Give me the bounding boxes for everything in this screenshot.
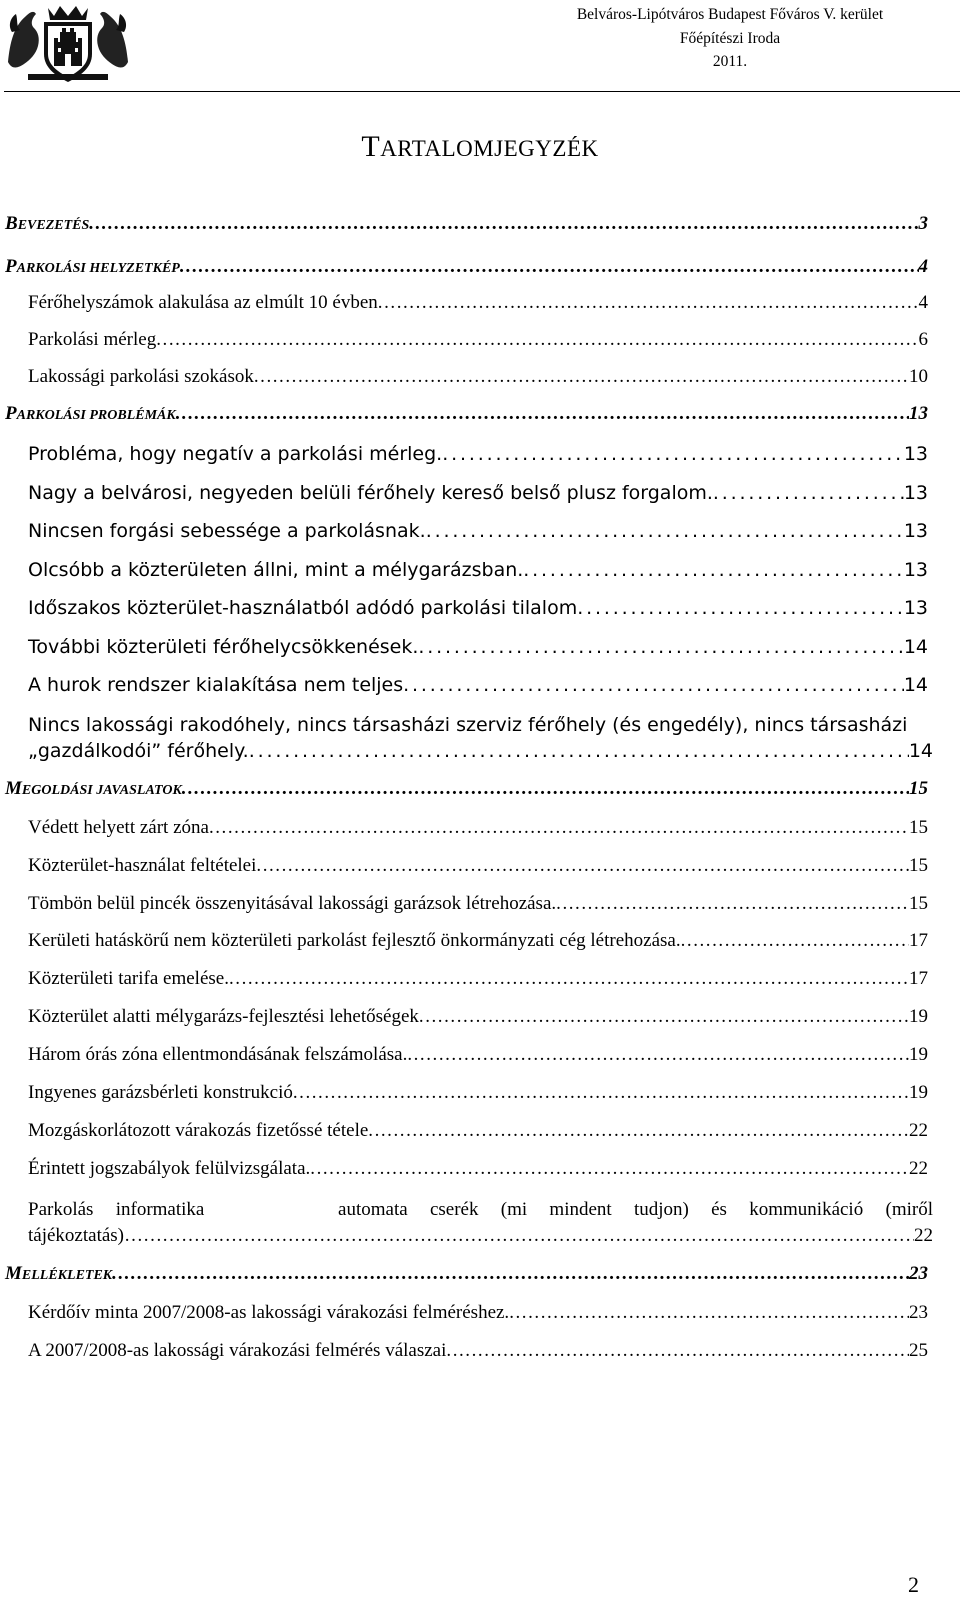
toc-entry-label: Három órás zóna ellentmondásának felszámolása. bbox=[28, 1044, 408, 1065]
toc-entry-label: A 2007/2008-as lakossági várakozási felmérés válaszai bbox=[28, 1340, 447, 1361]
toc-entry[interactable] bbox=[28, 1006, 928, 1028]
toc-entry-wrapped-2[interactable] bbox=[28, 1197, 933, 1249]
toc-leader-dots bbox=[418, 636, 903, 658]
toc-page-number: 22 bbox=[914, 1225, 933, 1246]
toc-entry[interactable] bbox=[28, 817, 928, 839]
toc-leader-dots bbox=[426, 520, 904, 542]
toc-page-number: 13 bbox=[903, 443, 928, 465]
header-line-2: Főépítészi Iroda bbox=[679, 29, 781, 47]
toc-entry-label: Mozgáskorlátozott várakozás fizetőssé tétele bbox=[28, 1120, 369, 1141]
toc-page-number: 13 bbox=[909, 403, 928, 424]
toc-leader-dots bbox=[523, 559, 904, 581]
toc-leader-dots bbox=[293, 1082, 909, 1104]
toc-leader-dots bbox=[378, 292, 919, 314]
toc-leader-dots bbox=[229, 968, 909, 990]
toc-entry[interactable] bbox=[28, 597, 928, 619]
toc-leader-dots bbox=[310, 1158, 909, 1180]
toc-entry-label: Lakossági parkolási szokások bbox=[28, 366, 254, 387]
toc-entry[interactable] bbox=[28, 636, 928, 658]
toc-entry-label: Kérdőív minta 2007/2008-as lakossági várakozási felméréshez. bbox=[28, 1302, 510, 1323]
toc-leader-dots bbox=[209, 817, 909, 839]
title-initial: T bbox=[361, 130, 381, 163]
toc-page-number: 13 bbox=[903, 482, 928, 504]
toc-leader-dots bbox=[156, 329, 918, 351]
toc-page-number: 4 bbox=[918, 256, 928, 277]
toc-page-number: 13 bbox=[903, 559, 928, 581]
toc-entry[interactable] bbox=[28, 674, 928, 696]
toc-heading-initial: M bbox=[5, 1263, 22, 1284]
toc-leader-dots bbox=[403, 674, 904, 696]
toc-leader-dots bbox=[176, 403, 909, 425]
toc-page-number: 15 bbox=[909, 778, 928, 799]
toc-entry[interactable] bbox=[28, 1082, 928, 1104]
toc-entry[interactable] bbox=[28, 855, 928, 877]
toc-page-number: 4 bbox=[918, 292, 928, 313]
toc-entry-label: Férőhelyszámok alakulása az elmúlt 10 évben bbox=[28, 292, 378, 313]
toc-entry[interactable] bbox=[28, 1340, 928, 1362]
toc-heading-label bbox=[5, 213, 89, 235]
title-rest: ARTALOMJEGYZÉK bbox=[380, 136, 599, 161]
toc-page-number: 14 bbox=[903, 636, 928, 658]
toc-entry-label-line2: „gazdálkodói” férőhely. bbox=[28, 740, 249, 762]
toc-leader-dots bbox=[577, 597, 904, 619]
toc-page-number: 22 bbox=[909, 1158, 928, 1179]
toc-heading-initial: P bbox=[5, 256, 17, 277]
toc-entry[interactable] bbox=[5, 403, 928, 425]
header-line-3: 2011. bbox=[712, 53, 748, 70]
toc-entry[interactable] bbox=[5, 778, 928, 800]
toc-leader-dots bbox=[256, 855, 909, 877]
toc-leader-dots bbox=[89, 213, 918, 235]
toc-page-number: 14 bbox=[908, 740, 933, 762]
page-header bbox=[470, 3, 960, 74]
toc-page-number: 3 bbox=[918, 213, 928, 234]
toc-page-number: 23 bbox=[909, 1302, 928, 1323]
toc-page-number: 17 bbox=[909, 968, 928, 989]
toc-heading-label bbox=[5, 256, 180, 278]
toc-leader-dots bbox=[407, 1044, 909, 1066]
toc-entry-label: Közterület alatti mélygarázs-fejlesztési lehetőségek bbox=[28, 1006, 419, 1027]
coat-of-arms-logo bbox=[4, 2, 132, 84]
toc-entry[interactable] bbox=[5, 256, 928, 278]
toc-entry-label-line2: tájékoztatás)…………… bbox=[28, 1225, 220, 1246]
toc-page-number: 25 bbox=[909, 1340, 928, 1361]
toc-entry[interactable] bbox=[5, 1263, 928, 1285]
toc-entry[interactable] bbox=[28, 1044, 928, 1066]
toc-heading-label bbox=[5, 1263, 112, 1285]
toc-leader-dots bbox=[254, 366, 909, 388]
header-line-1: Belváros-Lipótváros Budapest Főváros V. kerület bbox=[576, 6, 884, 23]
toc-entry-label: Időszakos közterület-használatból adódó parkolási tilalom bbox=[28, 597, 578, 619]
toc-heading-rest: ELLÉKLETEK bbox=[21, 1268, 113, 1283]
toc-heading-initial: M bbox=[5, 778, 22, 799]
toc-entry[interactable] bbox=[28, 559, 928, 581]
toc-heading-rest: ARKOLÁSI HELYZETKÉP bbox=[16, 261, 180, 276]
toc-entry-label: Kerületi hatáskörű nem közterületi parkolást fejlesztő önkormányzati cég létrehozása. bbox=[28, 930, 681, 951]
toc-leader-dots bbox=[446, 1340, 909, 1362]
toc-entry[interactable] bbox=[28, 366, 928, 388]
toc-entry[interactable] bbox=[28, 968, 928, 990]
toc-heading-rest: EVEZETÉS bbox=[17, 218, 90, 233]
toc-entry-label: Védett helyett zárt zóna bbox=[28, 817, 209, 838]
toc-page-number: 17 bbox=[909, 930, 928, 951]
toc-heading-initial: P bbox=[5, 403, 17, 424]
toc-leader-dots bbox=[112, 1263, 909, 1285]
toc-entry-label: Közterületi tarifa emelése. bbox=[28, 968, 229, 989]
toc-page-number: 10 bbox=[909, 366, 928, 387]
toc-entry-label: További közterületi férőhelycsökkenések. bbox=[28, 636, 419, 658]
toc-page-number: 6 bbox=[918, 329, 928, 350]
toc-entry[interactable] bbox=[28, 329, 928, 351]
toc-entry[interactable] bbox=[28, 1120, 928, 1142]
toc-leader-dots bbox=[556, 893, 909, 915]
toc-leader-dots bbox=[509, 1302, 909, 1324]
toc-leader-dots bbox=[681, 930, 909, 952]
toc-entry-label: Nincsen forgási sebessége a parkolásnak. bbox=[28, 520, 426, 542]
toc-page-number: 15 bbox=[909, 817, 928, 838]
toc-leader-dots bbox=[419, 1006, 909, 1028]
toc-page-number: 19 bbox=[909, 1044, 928, 1065]
toc-entry[interactable] bbox=[28, 292, 928, 314]
page-number: 2 bbox=[908, 1572, 919, 1597]
toc-entry[interactable] bbox=[28, 893, 928, 915]
toc-page-number: 19 bbox=[909, 1082, 928, 1103]
toc-leader-dots bbox=[182, 778, 909, 800]
toc-page-number: 19 bbox=[909, 1006, 928, 1027]
toc-entry[interactable] bbox=[28, 443, 928, 465]
toc-page-number: 23 bbox=[909, 1263, 928, 1284]
toc-leader-dots bbox=[249, 738, 909, 764]
toc-page-number: 15 bbox=[909, 855, 928, 876]
header-divider bbox=[4, 91, 960, 92]
toc-heading-rest: ARKOLÁSI PROBLÉMÁK bbox=[16, 408, 176, 423]
toc-leader-dots bbox=[180, 256, 919, 278]
toc-leader-dots bbox=[442, 443, 904, 465]
toc-entry[interactable] bbox=[28, 482, 928, 504]
toc-entry-label: Tömbön belül pincék összenyitásával lakossági garázsok létrehozása. bbox=[28, 893, 557, 914]
toc-entry[interactable] bbox=[28, 930, 928, 952]
toc-entry-label-line1: Nincs lakossági rakodóhely, nincs társasházi szerviz férőhely (és engedély), nincs társasházi bbox=[28, 714, 908, 736]
toc-entry[interactable] bbox=[28, 1302, 928, 1324]
toc-page-number: 13 bbox=[903, 520, 928, 542]
toc-entry-label: Parkolási mérleg bbox=[28, 329, 157, 350]
toc-entry-label: Olcsóbb a közterületen állni, mint a mélygarázsban. bbox=[28, 559, 524, 581]
page-title bbox=[0, 130, 960, 164]
toc-leader-dots bbox=[219, 1223, 914, 1249]
toc-page-number: 14 bbox=[903, 674, 928, 696]
toc-heading-label bbox=[5, 778, 182, 800]
toc-entry-label: Nagy a belvárosi, negyeden belüli férőhely kereső belső plusz forgalom. bbox=[28, 482, 713, 504]
toc-heading-rest: EGOLDÁSI JAVASLATOK bbox=[21, 783, 182, 798]
toc-entry[interactable] bbox=[5, 213, 928, 235]
toc-entry-label: Érintett jogszabályok felülvizsgálata. bbox=[28, 1158, 311, 1179]
toc-page-number: 15 bbox=[909, 893, 928, 914]
toc-entry-wrapped-1[interactable] bbox=[28, 712, 933, 764]
toc-leader-dots bbox=[713, 482, 904, 504]
toc-page-number: 22 bbox=[909, 1120, 928, 1141]
toc-heading-initial: B bbox=[5, 213, 18, 234]
toc-entry[interactable] bbox=[28, 1158, 928, 1180]
toc-entry-label: Közterület-használat feltételei bbox=[28, 855, 257, 876]
toc-entry[interactable] bbox=[28, 520, 928, 542]
toc-leader-dots bbox=[368, 1120, 909, 1142]
toc-page-number: 13 bbox=[903, 597, 928, 619]
toc-entry-label: Probléma, hogy negatív a parkolási mérleg. bbox=[28, 443, 443, 465]
toc-heading-label bbox=[5, 403, 176, 425]
toc-entry-label-line1: Parkolás informatika automata cserék (mi mindent tudjon) és kommunikáció (miről bbox=[28, 1199, 933, 1220]
toc-entry-label: Ingyenes garázsbérleti konstrukció bbox=[28, 1082, 293, 1103]
toc-entry-label: A hurok rendszer kialakítása nem teljes bbox=[28, 674, 404, 696]
